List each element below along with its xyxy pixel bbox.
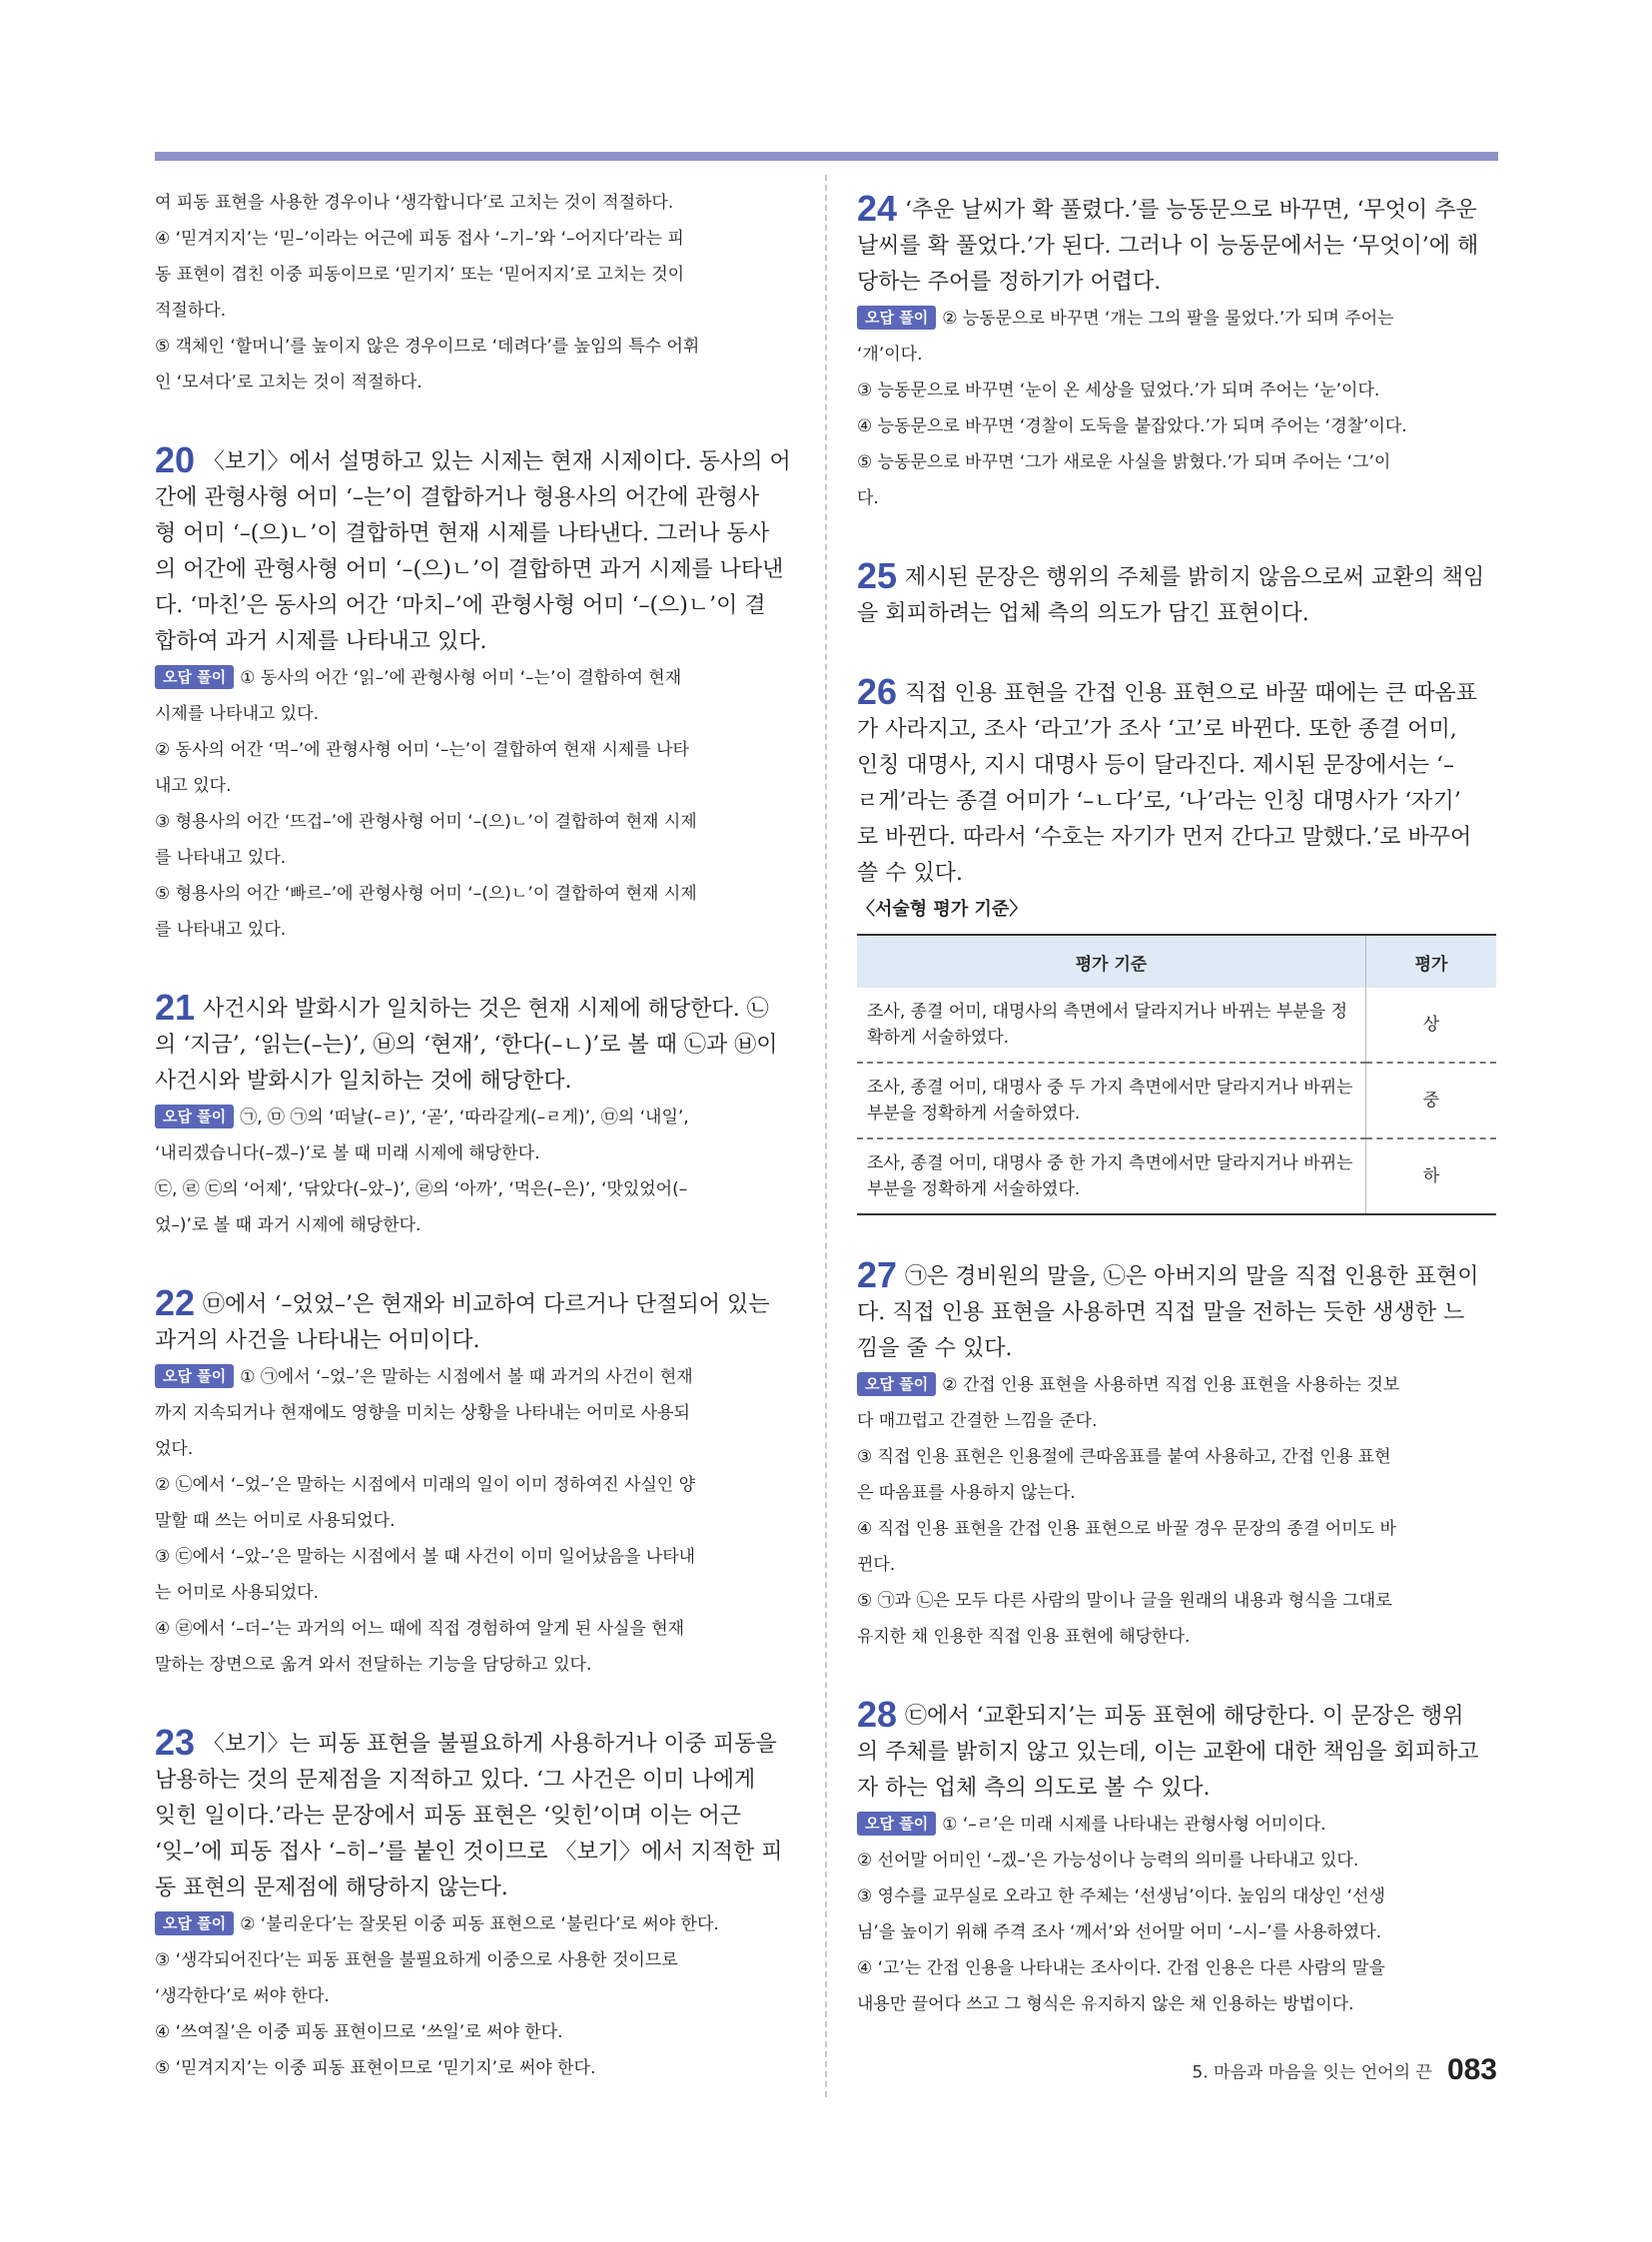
wrong-answer-line: ‘내리겠습니다(–겠–)’로 볼 때 미래 시제에 해당한다. (155, 1143, 540, 1163)
answer-block-25 (857, 552, 1496, 632)
explanation-line: 쓸 수 있다. (857, 861, 963, 886)
wrong-answer-badge: 오답 풀이 (857, 1812, 936, 1836)
wrong-answer-line: 었–)’로 볼 때 과거 시제에 해당한다. (155, 1215, 421, 1235)
wrong-answer-line: ④ ㉣에서 ‘–더–’는 과거의 어느 때에 직접 경험하여 알게 된 사실을 현재 (155, 1619, 685, 1639)
answer-block-24 (857, 185, 1496, 516)
grade-cell: 하 (1366, 1138, 1497, 1214)
explanation-line: 과거의 사건을 나타내는 어미이다. (155, 1328, 480, 1353)
question-number: 25 (857, 555, 898, 596)
wrong-answer-line: ① ㉠에서 ‘–었–’은 말하는 시점에서 볼 때 과거의 사건이 현재 (240, 1367, 693, 1387)
wrong-answer-badge: 오답 풀이 (155, 1911, 234, 1935)
wrong-answer-line: ⑤ ‘믿겨지지’는 이중 피동 표현이므로 ‘믿기지’로 써야 한다. (155, 2058, 596, 2078)
question-number: 26 (857, 671, 898, 712)
explanation-line: 인칭 대명사, 지시 대명사 등이 달라진다. 제시된 문장에서는 ‘– (857, 753, 1454, 778)
wrong-answer-line: ② 간접 인용 표현을 사용하면 직접 인용 표현을 사용하는 것보 (942, 1375, 1400, 1395)
explanation-line: 의 어간에 관형사형 어미 ‘–(으)ㄴ’이 결합하면 과거 시제를 나타낸 (155, 557, 784, 582)
wrong-answer-line: ① ‘–ㄹ’은 미래 시제를 나타내는 관형사형 어미이다. (942, 1815, 1326, 1835)
criteria-cell: 조사, 종결 어미, 대명사의 측면에서 달라지거나 바뀌는 부분을 정확하게 서술하였다. (857, 988, 1366, 1063)
answer-block-26 (857, 668, 1496, 1215)
wrong-answer-line: 말하는 장면으로 옮겨 와서 전달하는 기능을 담당하고 있다. (155, 1655, 592, 1675)
wrong-answer-line: 내용만 끌어다 쓰고 그 형식은 유지하지 않은 채 인용하는 방법이다. (857, 1994, 1354, 2014)
wrong-answer-line: 다. (857, 488, 879, 508)
answer-block-23 (155, 1719, 794, 2086)
explanation-line: 사건시와 발화시가 일치하는 것은 현재 시제에 해당한다. ㉡ (203, 997, 769, 1022)
chapter-title: 5. 마음과 마음을 잇는 언어의 끈 (1192, 2062, 1432, 2083)
explanation-line: 합하여 과거 시제를 나타내고 있다. (155, 629, 487, 654)
page-footer (1193, 2053, 1497, 2087)
explanation-line: 간에 관형사형 어미 ‘–는’이 결합하거나 형용사의 어간에 관형사 (155, 485, 760, 510)
wrong-answer-line: ‘생각한다’로 써야 한다. (155, 1986, 330, 2006)
question-number: 22 (155, 1282, 196, 1323)
question-number: 27 (857, 1254, 898, 1295)
question-number: 23 (155, 1722, 196, 1763)
criteria-cell: 조사, 종결 어미, 대명사 중 두 가지 측면에서만 달라지거나 바뀌는 부분을 정확하게 서술하였다. (857, 1063, 1366, 1138)
wrong-answer-line: ④ 능동문으로 바꾸면 ‘경찰이 도둑을 붙잡았다.’가 되며 주어는 ‘경찰’이다. (857, 416, 1407, 436)
wrong-answer-badge: 오답 풀이 (155, 1364, 234, 1388)
explanation-line: 제시된 문장은 행위의 주체를 밝히지 않음으로써 교환의 책임 (905, 565, 1485, 590)
grade-cell: 중 (1366, 1063, 1497, 1138)
wrong-answer-line: ③ ㉢에서 ‘–았–’은 말하는 시점에서 볼 때 사건이 이미 일어났음을 나타내 (155, 1547, 696, 1567)
explanation-line: 사건시와 발화시가 일치하는 것에 해당한다. (155, 1069, 572, 1094)
wrong-answer-line: ② 선어말 어미인 ‘–겠–’은 가능성이나 능력의 의미를 나타내고 있다. (857, 1851, 1359, 1870)
wrong-answer-line: ③ 형용사의 어간 ‘뜨겁–’에 관형사형 어미 ‘–(으)ㄴ’이 결합하여 현재 시제 (155, 812, 697, 832)
text-line: 여 피동 표현을 사용한 경우이나 ‘생각합니다’로 고치는 것이 적절하다. (155, 193, 674, 213)
explanation-line: 직접 인용 표현을 간접 인용 표현으로 바꿀 때에는 큰 따옴표 (905, 681, 1478, 706)
wrong-answer-line: ① 동사의 어간 ‘읽–’에 관형사형 어미 ‘–는’이 결합하여 현재 (240, 668, 682, 688)
wrong-answer-line: ④ ‘고’는 간접 인용을 나타내는 조사이다. 간접 인용은 다른 사람의 말을 (857, 1958, 1385, 1978)
wrong-answer-line: ③ 직접 인용 표현은 인용절에 큰따옴표를 붙여 사용하고, 간접 인용 표현 (857, 1447, 1391, 1467)
explanation-line: 남용하는 것의 문제점을 지적하고 있다. ‘그 사건은 이미 나에게 (155, 1768, 756, 1793)
wrong-answer-line: 까지 지속되거나 현재에도 영향을 미치는 상황을 나타내는 어미로 사용되 (155, 1403, 690, 1423)
wrong-answer-line: ㉢, ㉣ ㉢의 ‘어제’, ‘닦았다(–았–)’, ㉣의 ‘아까’, ‘먹은(–은)’, ‘맛있었어(– (155, 1179, 688, 1199)
explanation-line: 다. 직접 인용 표현을 사용하면 직접 말을 전하는 듯한 생생한 느 (857, 1300, 1465, 1325)
continued-answer (155, 185, 794, 400)
wrong-answer-line: 내고 있다. (155, 776, 232, 796)
wrong-answer-line: ③ ‘생각되어진다’는 피동 표현을 불필요하게 이중으로 사용한 것이므로 (155, 1950, 678, 1970)
text-line: ④ ‘믿겨지지’는 ‘믿–’이라는 어근에 피동 접사 ‘–기–’와 ‘–어지다’라는 피 (155, 229, 684, 249)
wrong-answer-line: 유지한 채 인용한 직접 인용 표현에 해당한다. (857, 1627, 1191, 1647)
wrong-answer-line: 말할 때 쓰는 어미로 사용되었다. (155, 1511, 396, 1531)
wrong-answer-line: ② ㉡에서 ‘–었–’은 말하는 시점에서 미래의 일이 이미 정하여진 사실인 양 (155, 1475, 696, 1495)
wrong-answer-line: 었다. (155, 1439, 194, 1459)
text-line: ⑤ 객체인 ‘할머니’를 높이지 않은 경우이므로 ‘데려다’를 높임의 특수 어휘 (155, 337, 700, 357)
wrong-answer-line: ② 동사의 어간 ‘먹–’에 관형사형 어미 ‘–는’이 결합하여 현재 시제를 나타 (155, 740, 689, 760)
explanation-line: 자 하는 업체 측의 의도로 볼 수 있다. (857, 1776, 1211, 1801)
header-accent-bar (155, 152, 1498, 161)
text-line: 동 표현이 겹친 이중 피동이므로 ‘믿기지’ 또는 ‘믿어지지’로 고치는 것이 (155, 265, 685, 285)
explanation-line: 을 회피하려는 업체 측의 의도가 담긴 표현이다. (857, 601, 1309, 626)
wrong-answer-line: ④ ‘쓰여질’은 이중 피동 표현이므로 ‘쓰일’로 써야 한다. (155, 2022, 563, 2042)
wrong-answer-badge: 오답 풀이 (155, 665, 234, 689)
explanation-line: 가 사라지고, 조사 ‘라고’가 조사 ‘고’로 바뀐다. 또한 종결 어미, (857, 717, 1457, 742)
explanation-line: 로 바뀐다. 따라서 ‘수호는 자기가 먼저 간다고 말했다.’로 바꾸어 (857, 825, 1472, 850)
wrong-answer-line: 님’을 높이기 위해 주격 조사 ‘께서’와 선어말 어미 ‘–시–’를 사용하였다. (857, 1922, 1382, 1942)
page-number: 083 (1446, 2053, 1497, 2086)
wrong-answer-badge: 오답 풀이 (155, 1105, 234, 1128)
explanation-line: 잊힌 일이다.’라는 문장에서 피동 표현은 ‘잊힌’이며 이는 어근 (155, 1804, 741, 1829)
question-number: 21 (155, 987, 196, 1028)
explanation-line: 당하는 주어를 정하기가 어렵다. (857, 270, 1162, 295)
explanation-line: 동 표현의 문제점에 해당하지 않는다. (155, 1875, 508, 1900)
explanation-line: ‘추운 날씨가 확 풀렸다.’를 능동문으로 바꾸면, ‘무엇이 추운 (905, 198, 1477, 223)
wrong-answer-line: ② 능동문으로 바꾸면 ‘개는 그의 팔을 물었다.’가 되며 주어는 (942, 309, 1394, 329)
wrong-answer-line: 를 나타내고 있다. (155, 848, 287, 868)
answer-block-27 (857, 1251, 1496, 1655)
explanation-line: ㄹ게’라는 종결 어미가 ‘–ㄴ다’로, ‘나’라는 인칭 대명사가 ‘자기’ (857, 789, 1461, 814)
question-number: 28 (857, 1694, 898, 1735)
grade-cell: 상 (1366, 988, 1497, 1063)
wrong-answer-line: ③ 영수를 교무실로 오라고 한 주체는 ‘선생님’이다. 높임의 대상인 ‘선생 (857, 1886, 1385, 1906)
answer-block-20 (155, 436, 794, 948)
question-number: 20 (155, 439, 196, 480)
table-row (857, 1063, 1496, 1138)
wrong-answer-line: 를 나타내고 있다. (155, 920, 287, 940)
wrong-answer-line: 은 따옴표를 사용하지 않는다. (857, 1483, 1076, 1503)
criteria-title: 〈서술형 평가 기준〉 (857, 899, 1028, 920)
answer-block-22 (155, 1279, 794, 1683)
explanation-line: ‘잊–’에 피동 접사 ‘–히–’를 붙인 것이므로 〈보기〉에서 지적한 피 (155, 1840, 783, 1865)
wrong-answer-line: ② ‘불리운다’는 잘못된 이중 피동 표현으로 ‘불린다’로 써야 한다. (240, 1914, 719, 1934)
explanation-line: 낌을 줄 수 있다. (857, 1336, 1013, 1361)
explanation-line: 형 어미 ‘–(으)ㄴ’이 결합하면 현재 시제를 나타낸다. 그러나 동사 (155, 521, 770, 546)
text-line: 적절하다. (155, 301, 227, 321)
wrong-answer-line: ④ 직접 인용 표현을 간접 인용 표현으로 바꿀 경우 문장의 종결 어미도 바 (857, 1519, 1396, 1539)
wrong-answer-line: 다 매끄럽고 간결한 느낌을 준다. (857, 1411, 1098, 1431)
criteria-table (857, 934, 1496, 1215)
wrong-answer-line: 는 어미로 사용되었다. (155, 1583, 320, 1603)
left-column (155, 185, 794, 2086)
wrong-answer-line: ⑤ ㉠과 ㉡은 모두 다른 사람의 말이나 글을 원래의 내용과 형식을 그대로 (857, 1591, 1392, 1611)
wrong-answer-line: 뀐다. (857, 1555, 896, 1575)
explanation-line: ㉠은 경비원의 말을, ㉡은 아버지의 말을 직접 인용한 표현이 (905, 1264, 1479, 1289)
explanation-line: 날씨를 확 풀었다.’가 된다. 그러나 이 능동문에서는 ‘무엇이’에 해 (857, 234, 1479, 259)
explanation-line: 〈보기〉에서 설명하고 있는 시제는 현재 시제이다. 동사의 어 (203, 449, 791, 474)
wrong-answer-line: ‘개’이다. (857, 345, 923, 365)
explanation-line: 의 ‘지금’, ‘읽는(–는)’, ㉥의 ‘현재’, ‘한다(–ㄴ)’로 볼 때 ㉡과 ㉥이 (155, 1033, 778, 1058)
answer-block-21 (155, 984, 794, 1243)
wrong-answer-badge: 오답 풀이 (857, 306, 936, 330)
wrong-answer-badge: 오답 풀이 (857, 1372, 936, 1396)
answer-block-28 (857, 1691, 1496, 2022)
wrong-answer-line: 시제를 나타내고 있다. (155, 704, 320, 724)
grade-header: 평가 (1366, 935, 1497, 988)
explanation-line: 의 주체를 밝히지 않고 있는데, 이는 교환에 대한 책임을 회피하고 (857, 1740, 1479, 1765)
wrong-answer-line: ㉠, ㉤ ㉠의 ‘떠날(–ㄹ)’, ‘곧’, ‘따라갈게(–ㄹ게)’, ㉤의 ‘내일’, (240, 1108, 689, 1127)
explanation-line: ㉤에서 ‘–었었–’은 현재와 비교하여 다르거나 단절되어 있는 (203, 1292, 770, 1317)
text-line: 인 ‘모셔다’로 고치는 것이 적절하다. (155, 373, 422, 392)
criteria-cell: 조사, 종결 어미, 대명사 중 한 가지 측면에서만 달라지거나 바뀌는 부분을 정확하게 서술하였다. (857, 1138, 1366, 1214)
criteria-header: 평가 기준 (857, 935, 1366, 988)
explanation-line: 다. ‘마친’은 동사의 어간 ‘마치–’에 관형사형 어미 ‘–(으)ㄴ’이 결 (155, 593, 766, 618)
column-divider (825, 175, 827, 2097)
table-row (857, 1138, 1496, 1214)
wrong-answer-line: ⑤ 능동문으로 바꾸면 ‘그가 새로운 사실을 밝혔다.’가 되며 주어는 ‘그’이 (857, 452, 1391, 472)
question-number: 24 (857, 188, 898, 229)
explanation-line: ㉢에서 ‘교환되지’는 피동 표현에 해당한다. 이 문장은 행위 (905, 1704, 1464, 1729)
wrong-answer-line: ⑤ 형용사의 어간 ‘빠르–’에 관형사형 어미 ‘–(으)ㄴ’이 결합하여 현재 시제 (155, 884, 697, 904)
right-column (857, 185, 1496, 2022)
table-row (857, 988, 1496, 1063)
wrong-answer-line: ③ 능동문으로 바꾸면 ‘눈이 온 세상을 덮었다.’가 되며 주어는 ‘눈’이다. (857, 380, 1380, 400)
explanation-line: 〈보기〉는 피동 표현을 불필요하게 사용하거나 이중 피동을 (203, 1732, 777, 1757)
